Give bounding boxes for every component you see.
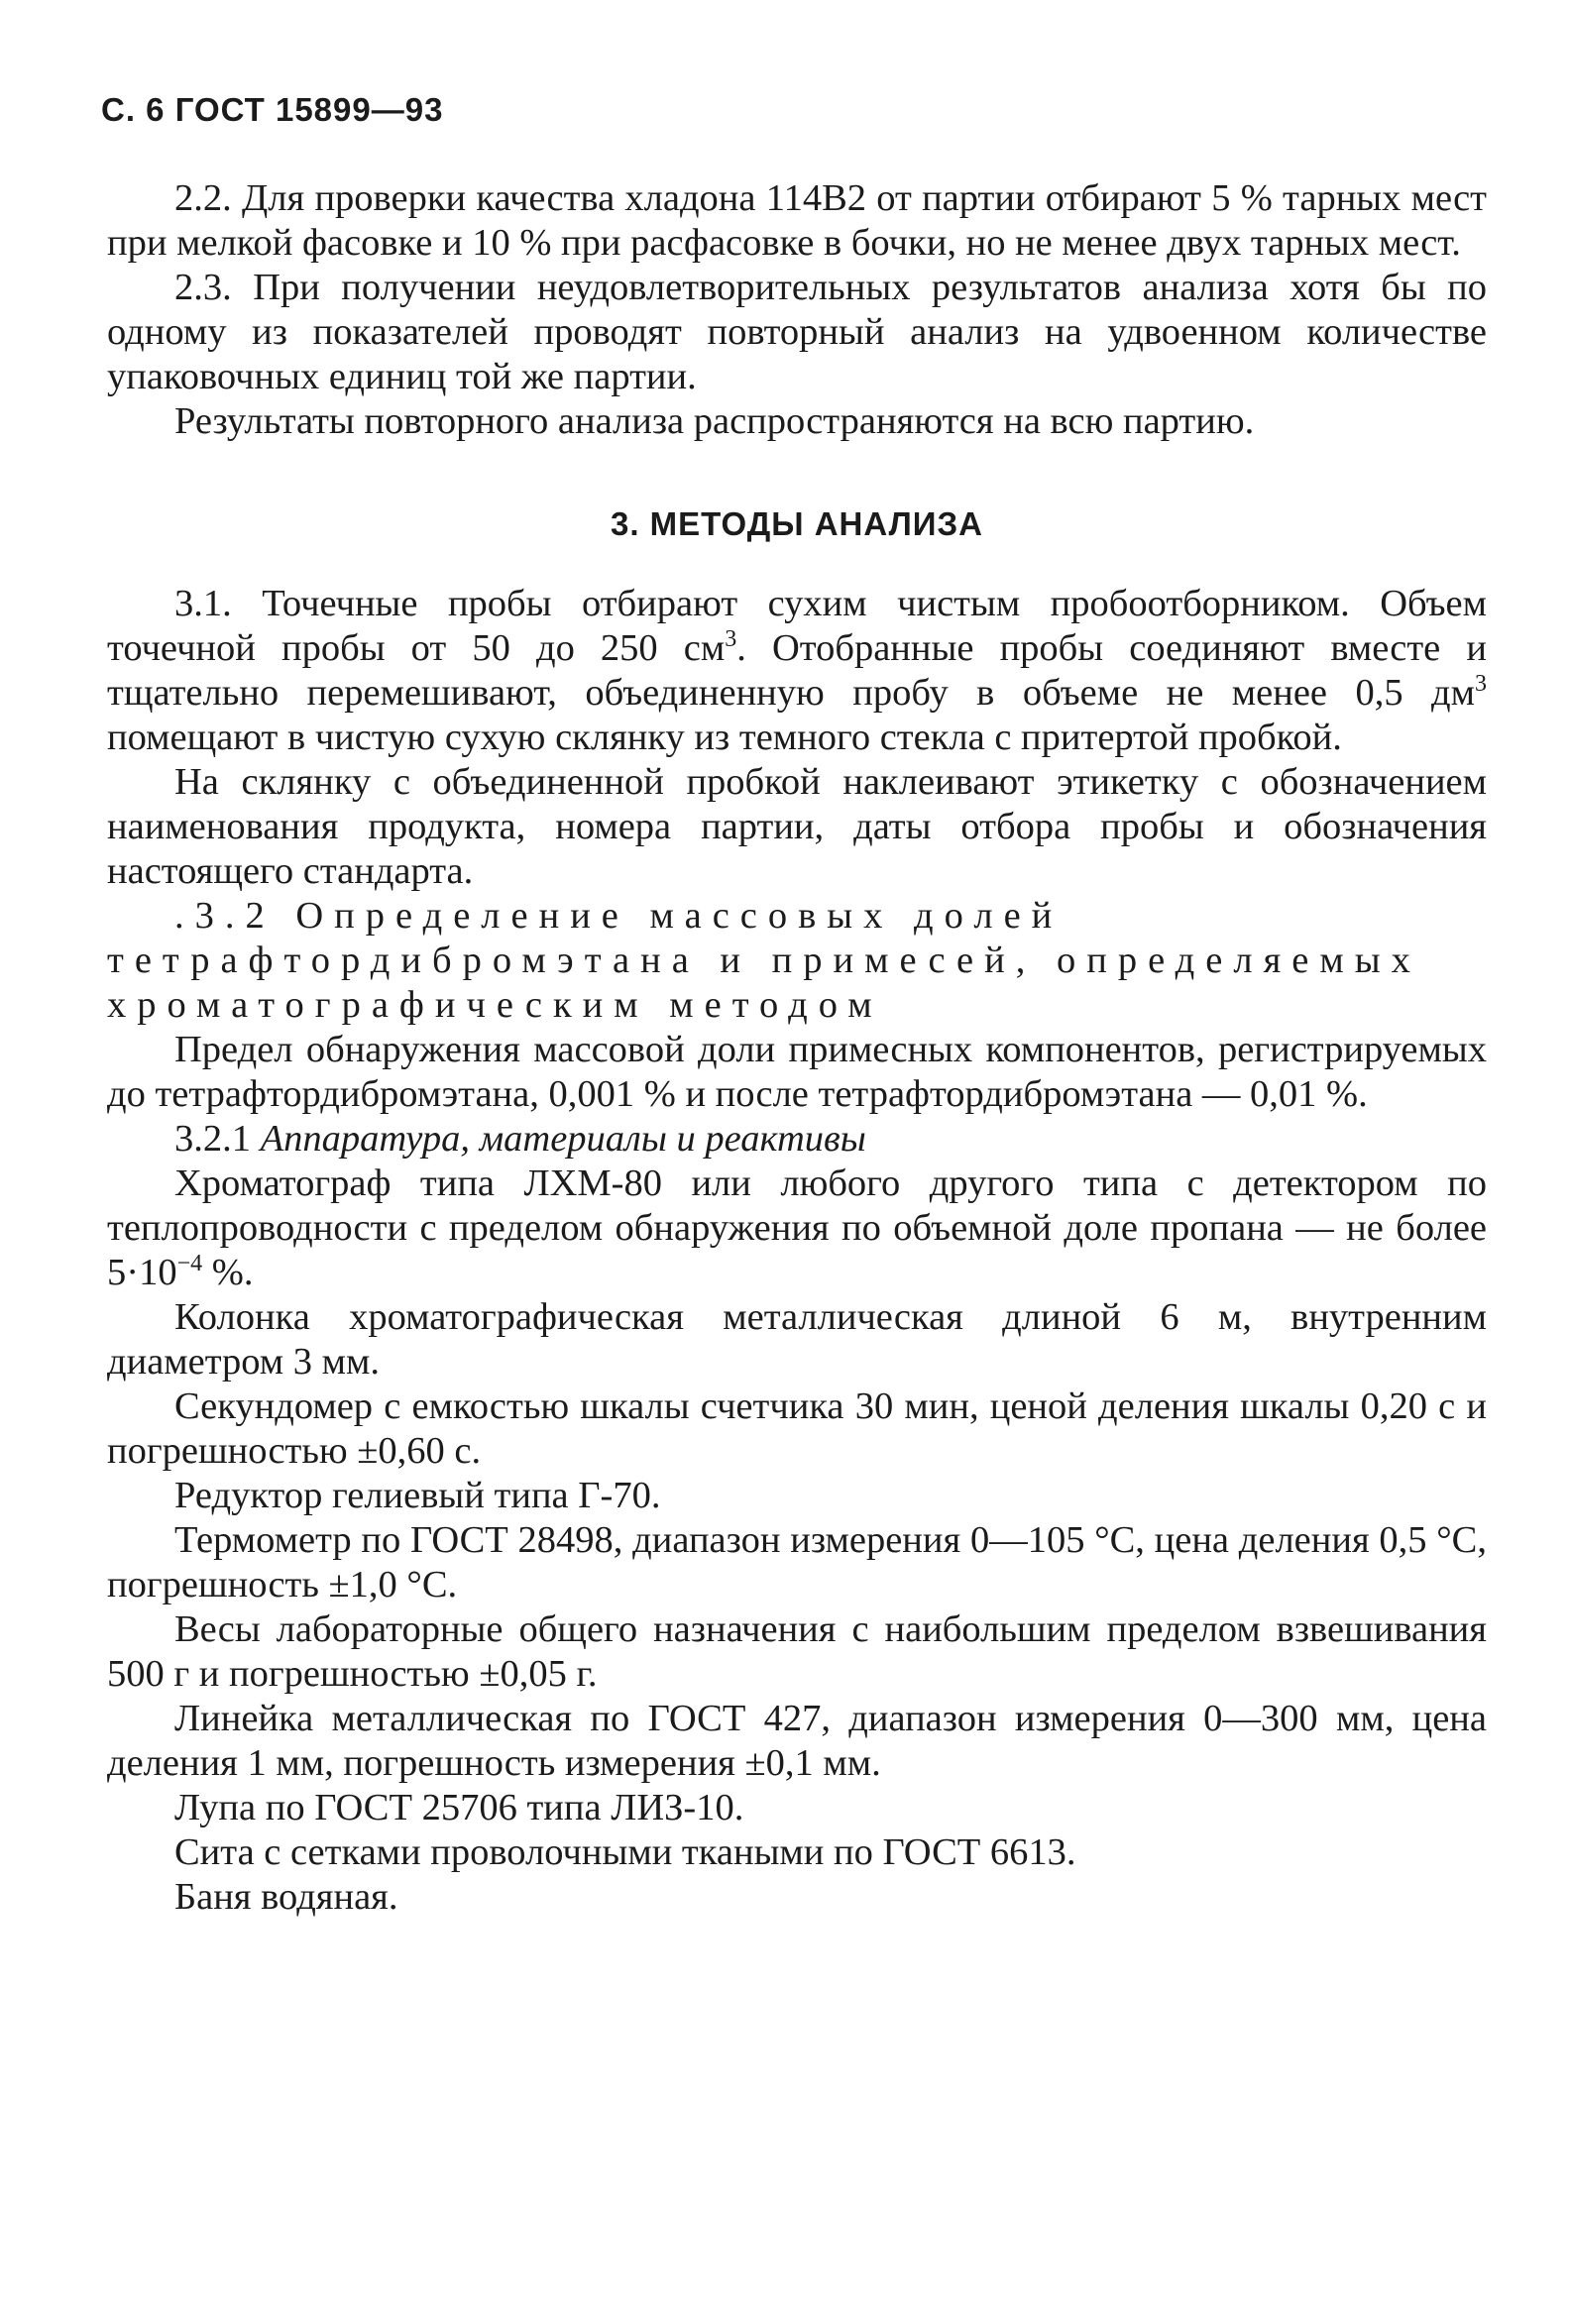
superscript-cubic: 3 [725, 626, 737, 652]
item-scales: Весы лабораторные общего назначения с наибольшим пределом взвешивания 500 г и погрешностью ±0,05 г. [107, 1608, 1487, 1695]
subsection-number: 3.2.1 [174, 1118, 261, 1160]
item-column: Колонка хроматографическая металлическая длиной 6 м, внутренним диаметром 3 мм. [107, 1296, 1487, 1383]
paragraph-2-3: 2.3. При получении неудовлетворительных результатов анализа хотя бы по одному из показателей проводят повторный анализ на удвоенном количестве упаковочных единиц той же партии. [107, 267, 1487, 397]
paragraph-3-1-label: На склянку с объединенной пробкой наклеивают этикетку с обозначением наименования продукта, номера партии, даты отбора пробы и обозначения настоящего стандарта. [107, 761, 1487, 892]
running-header: С. 6 ГОСТ 15899—93 [101, 91, 444, 128]
paragraph-2-3-results: Результаты повторного анализа распространяются на всю партию. [174, 400, 1255, 442]
document-body [107, 176, 1487, 1920]
subsection-title: Аппаратура, материалы и реактивы [260, 1118, 866, 1160]
item-magnifier: Лупа по ГОСТ 25706 типа ЛИЗ-10. [174, 1787, 744, 1828]
paragraph-3-1 [107, 582, 1487, 760]
item-reducer: Редуктор гелиевый типа Г-70. [174, 1475, 661, 1516]
item-sieves: Сита с сетками проволочными ткаными по ГОСТ 6613. [174, 1831, 1076, 1873]
item-thermometer: Термометр по ГОСТ 28498, диапазон измерения 0—105 °С, цена деления 0,5 °С, погрешность ±1,0 °С. [107, 1519, 1487, 1605]
paragraph-3-1-part-c: помещают в чистую сухую склянку из темного стекла с притертой пробкой. [107, 717, 1342, 758]
item-chromatograph-text: Хроматограф типа ЛХМ-80 или любого другого типа с детектором по теплопроводности с пределом обнаружения по объемной доле пропана — не более 5·10 [107, 1162, 1487, 1293]
superscript-cubic: 3 [1475, 671, 1487, 697]
item-chromatograph [107, 1162, 1487, 1295]
item-chromatograph-unit: %. [202, 1252, 254, 1293]
paragraph-3-2-heading: .3.2 Определение массовых долей тетрафтордибромэтана и примесей, определяемых хроматографическим методом [107, 895, 1421, 1026]
paragraph-3-1-part-a: 3.1. Точечные пробы отбирают сухим чистым пробоотборником. Объем точечной пробы от 50 до 250 см [107, 583, 1487, 669]
item-ruler: Линейка металлическая по ГОСТ 427, диапазон измерения 0—300 мм, цена деления 1 мм, погрешность измерения ±0,1 мм. [107, 1698, 1487, 1784]
paragraph-3-2-1-heading [107, 1117, 1487, 1162]
item-stopwatch: Секундомер с емкостью шкалы счетчика 30 мин, ценой деления шкалы 0,20 с и погрешностью ±0,60 с. [107, 1385, 1487, 1472]
paragraph-3-2-detection-limit: Предел обнаружения массовой доли примесных компонентов, регистрируемых до тетрафтордибромэтана, 0,001 % и после тетрафтордибромэтана — 0,01 %. [107, 1029, 1487, 1115]
superscript-exponent: −4 [176, 1251, 203, 1276]
paragraph-2-2: 2.2. Для проверки качества хладона 114В2 от партии отбирают 5 % тарных мест при мелкой фасовке и 10 % при расфасовке в бочки, но не менее двух тарных мест. [107, 177, 1487, 264]
paragraph-3-1-part-b: . Отобранные пробы соединяют вместе и тщательно перемешивают, объединенную пробу в объеме не менее 0,5 дм [107, 627, 1487, 714]
item-water-bath: Баня водяная. [174, 1876, 398, 1918]
section-3-title: 3. МЕТОДЫ АНАЛИЗА [610, 505, 984, 542]
